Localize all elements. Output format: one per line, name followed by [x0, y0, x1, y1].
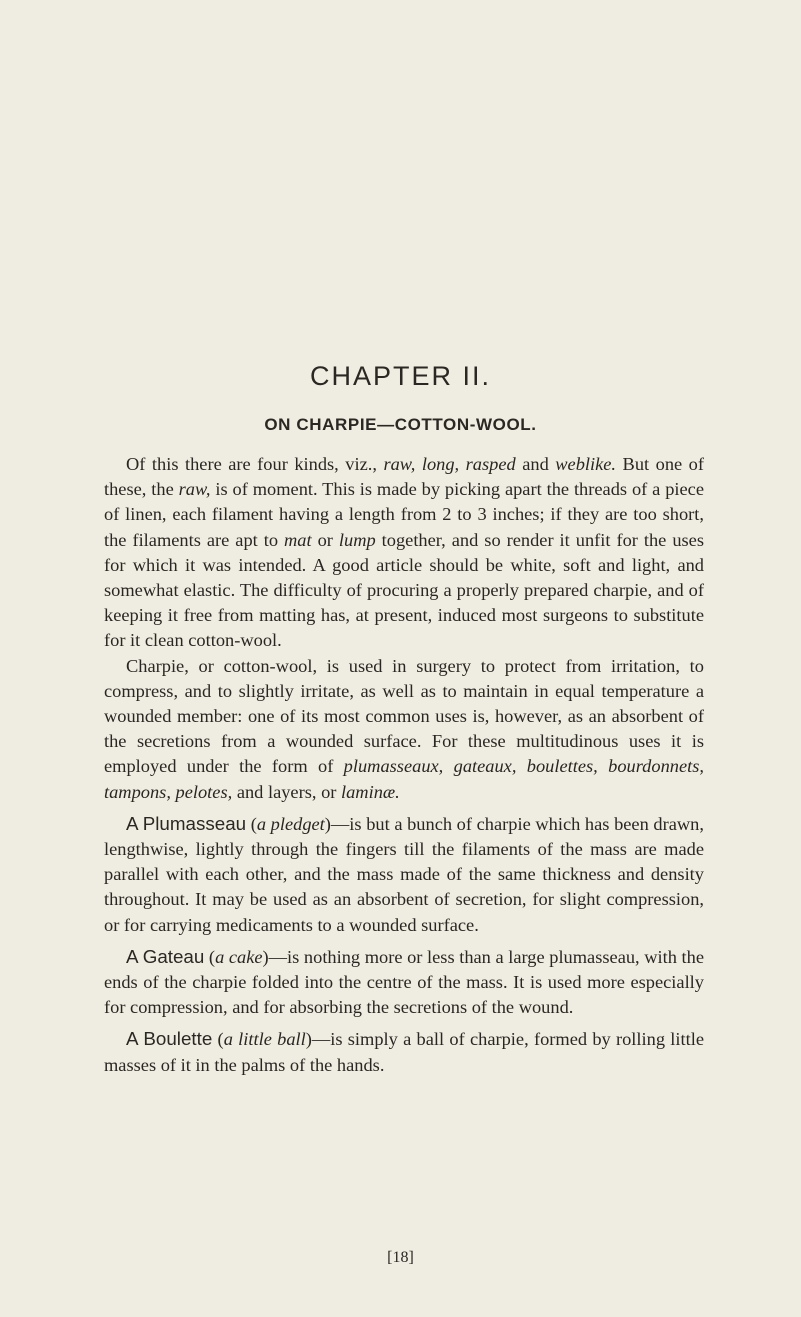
body-text: [104, 452, 704, 1078]
page-number: [18]: [387, 1249, 414, 1266]
text-run: (: [246, 813, 257, 834]
definition-gloss: a pledget: [256, 813, 325, 834]
paragraph-kinds-of-charpie: [104, 452, 704, 654]
definition-gloss: a cake: [215, 946, 263, 967]
definition-term: A Boulette: [126, 1028, 213, 1050]
italic-term-lump: lump: [338, 529, 376, 550]
definition-plumasseau: [104, 811, 704, 938]
text-run: Charpie, or cotton-wool, is used in surgery to protect from irritation, to compress, and to slightly irritate, as well as to maintain in equal temperature a wounded member: one of its most common uses is, however, as an absorbent of the secretions from a wounded surface. For these multitudinous uses it is employed under the form of: [104, 655, 704, 777]
italic-forms-list: plumasseaux, gateaux, boulettes, bourdonnets, tampons, pelotes,: [104, 756, 704, 802]
text-run: (: [212, 1029, 224, 1050]
definition-gloss: a little ball: [223, 1029, 306, 1050]
definition-term: A Plumasseau: [126, 812, 247, 834]
italic-term-raw: raw,: [178, 479, 211, 500]
text-run: together, and so render it unfit for the uses for which it was intended. A good article should be white, soft and light, and somewhat elastic. The difficulty of procuring a properly prepared charpie, and of keeping it free from matting has, at present, induced most surgeons to substitute for it clean cotton-wool.: [104, 529, 704, 651]
definition-gateau: [104, 944, 704, 1021]
text-run: But one of these, the: [104, 454, 704, 500]
italic-term-raw: raw,: [383, 454, 416, 474]
italic-term-long: long,: [421, 454, 460, 474]
text-run: )—is nothing more or less than a large plumasseau, with the ends of the charpie folded into the centre of the mass. It is used more especially for compression, and for absorbing the secretions of the wound.: [104, 946, 705, 1018]
text-run: and: [515, 454, 556, 474]
text-run: and layers, or: [232, 781, 341, 802]
text-run: (: [204, 946, 216, 967]
definition-boulette: [104, 1026, 704, 1077]
text-run: )—is but a bunch of charpie which has been drawn, lengthwise, lightly through the fingers till the filaments of the mass are made parallel with each other, and the mass made of the same thickness and density throughout. It may be used as an absorbent of secretion, for slight compression, or for carrying medicaments to a wounded surface.: [104, 813, 704, 935]
chapter-heading: CHAPTER II.: [309, 361, 492, 391]
text-run: or: [311, 529, 339, 550]
italic-term-weblike: weblike.: [555, 454, 617, 474]
italic-term-rasped: rasped: [465, 454, 516, 474]
italic-term-laminae: laminæ.: [341, 781, 400, 802]
italic-term-mat: mat: [284, 529, 312, 550]
section-title: ON CHARPIE—COTTON-WOOL.: [264, 415, 537, 434]
text-run: )—is simply a ball of charpie, formed by rolling little masses of it in the palms of the hands.: [104, 1029, 704, 1075]
text-run: is of moment. This is made by picking apart the threads of a piece of linen, each filament having a length from 2 to 3 inches; if they are too short, the filaments are apt to: [104, 479, 704, 550]
paragraph-uses-of-charpie: [104, 654, 704, 805]
definition-term: A Gateau: [126, 945, 205, 967]
text-run: Of this there are four kinds, viz.,: [126, 454, 384, 474]
